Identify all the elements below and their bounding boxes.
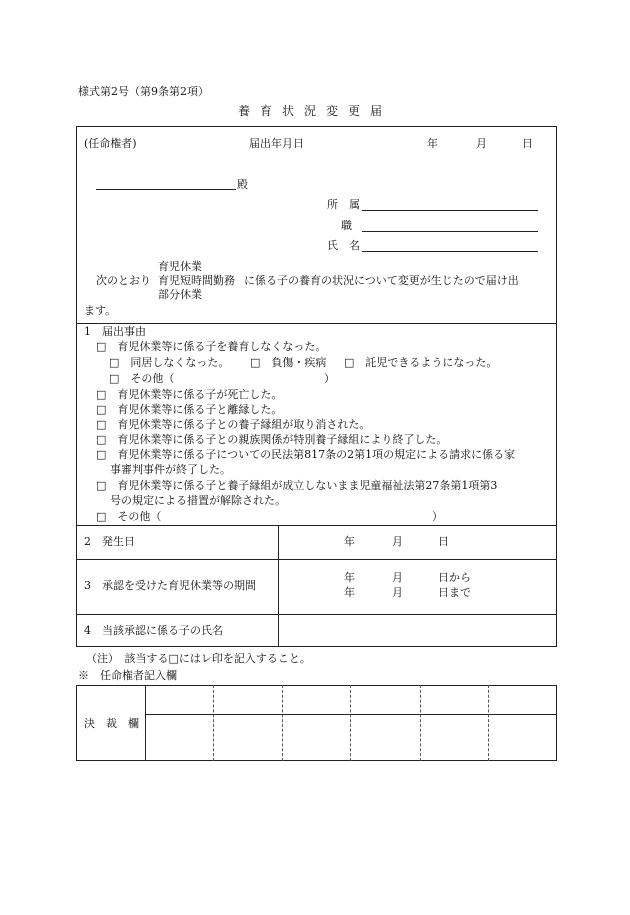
- form-number: 様式第2号（第9条第2項）: [78, 85, 209, 98]
- name-field[interactable]: [362, 251, 538, 252]
- divider: [76, 559, 557, 560]
- stamp-cell[interactable]: [147, 716, 211, 759]
- occurrence-label: 2 発生日: [84, 535, 135, 548]
- reason-sub-injury-illness[interactable]: □ 負傷・疾病: [250, 356, 327, 369]
- intro-suffix: に係る子の養育の状況について変更が生じたので届け出: [244, 274, 519, 287]
- stamp-cell[interactable]: [490, 716, 555, 759]
- title-char: 変: [325, 104, 338, 118]
- reason-item-8-close: ）: [432, 510, 443, 523]
- appointing-authority: (任命権者): [84, 137, 137, 150]
- dashed-divider: [350, 685, 351, 761]
- title-char: 況: [303, 104, 316, 118]
- period-from-month[interactable]: 月: [392, 571, 403, 584]
- reason-item-8[interactable]: □ その他（: [96, 510, 162, 523]
- reason-item-2[interactable]: □ 育児休業等に係る子が死亡した。: [96, 388, 283, 401]
- period-from-year[interactable]: 年: [344, 571, 355, 584]
- reason-item-1[interactable]: □ 育児休業等に係る子を養育しなくなった。: [96, 340, 327, 353]
- divider: [145, 714, 557, 715]
- stamp-cell[interactable]: [284, 716, 348, 759]
- leave-type-partial: 部分休業: [158, 288, 202, 301]
- submission-date-label: 届出年月日: [249, 137, 304, 150]
- reason-sub-other[interactable]: □ その他（: [109, 372, 175, 385]
- reason-item-4[interactable]: □ 育児休業等に係る子との養子縁組が取り消された。: [96, 418, 371, 431]
- title-char: 届: [369, 104, 382, 118]
- approved-period-label: 3 承認を受けた育児休業等の期間: [84, 579, 256, 592]
- position-field[interactable]: [362, 231, 538, 232]
- leave-type-options: [158, 260, 235, 302]
- intro-prefix: 次のとおり: [96, 274, 151, 287]
- addressee-line[interactable]: [96, 189, 236, 190]
- stamp-cell[interactable]: [422, 716, 486, 759]
- dashed-divider: [488, 685, 489, 761]
- period-to-month[interactable]: 月: [392, 586, 403, 599]
- period-to-year[interactable]: 年: [344, 586, 355, 599]
- page-title: [233, 104, 387, 118]
- position-label: 職: [341, 219, 352, 232]
- title-char: 状: [281, 104, 294, 118]
- leave-type-short-hours: 育児短時間勤務: [158, 274, 235, 287]
- reason-item-7-cont: 号の規定による措置が解除された。: [110, 494, 286, 507]
- note: （注） 該当する□にはレ印を記入すること。: [86, 652, 311, 665]
- divider: [76, 614, 557, 615]
- affiliation-label: 所 属: [327, 198, 360, 211]
- child-name-field[interactable]: [290, 624, 550, 638]
- stamp-cell[interactable]: [215, 716, 280, 759]
- dashed-divider: [420, 685, 421, 761]
- divider: [76, 323, 557, 324]
- date-day: 日: [522, 137, 533, 150]
- reason-sub-childcare-available[interactable]: □ 託児できるようになった。: [344, 356, 498, 369]
- period-from-day[interactable]: 日から: [438, 571, 471, 584]
- reason-heading: 1 届出事由: [84, 325, 146, 338]
- reason-item-7[interactable]: □ 育児休業等に係る子と養子縁組が成立しないまま児童福祉法第27条第1項第3: [96, 479, 498, 492]
- honorific: 殿: [237, 178, 248, 191]
- decision-label: 決 裁 欄: [84, 717, 139, 730]
- column-divider: [145, 685, 146, 761]
- reason-item-6-cont: 事審判事件が終了した。: [110, 463, 231, 476]
- divider: [76, 525, 557, 526]
- reason-sub-not-cohabiting[interactable]: □ 同居しなくなった。: [109, 356, 230, 369]
- name-label: 氏 名: [327, 239, 360, 252]
- child-name-label: 4 当該承認に係る子の氏名: [84, 624, 223, 637]
- occurrence-year[interactable]: 年: [344, 535, 355, 548]
- occurrence-day[interactable]: 日: [438, 535, 449, 548]
- authority-heading: ※ 任命権者記入欄: [78, 669, 177, 682]
- reason-item-3[interactable]: □ 育児休業等に係る子と離縁した。: [96, 403, 283, 416]
- affiliation-field[interactable]: [362, 210, 538, 211]
- main-form-box: [76, 126, 557, 647]
- leave-type-childcare: 育児休業: [158, 260, 202, 273]
- occurrence-month[interactable]: 月: [392, 535, 403, 548]
- date-month: 月: [476, 137, 487, 150]
- reason-item-6[interactable]: □ 育児休業等に係る子についての民法第817条の2第1項の規定による請求に係る家: [96, 448, 516, 461]
- dashed-divider: [213, 685, 214, 761]
- date-year: 年: [427, 137, 438, 150]
- dashed-divider: [282, 685, 283, 761]
- title-char: 育: [259, 104, 272, 118]
- stamp-cell[interactable]: [352, 716, 418, 759]
- intro-end: ます。: [84, 304, 117, 317]
- title-char: 更: [347, 104, 360, 118]
- reason-item-5[interactable]: □ 育児休業等に係る子との親族関係が特別養子縁組により終了した。: [96, 433, 448, 446]
- title-char: 養: [237, 104, 250, 118]
- period-to-day[interactable]: 日まで: [438, 586, 471, 599]
- column-divider: [278, 525, 279, 647]
- reason-sub-other-close: ）: [324, 372, 335, 385]
